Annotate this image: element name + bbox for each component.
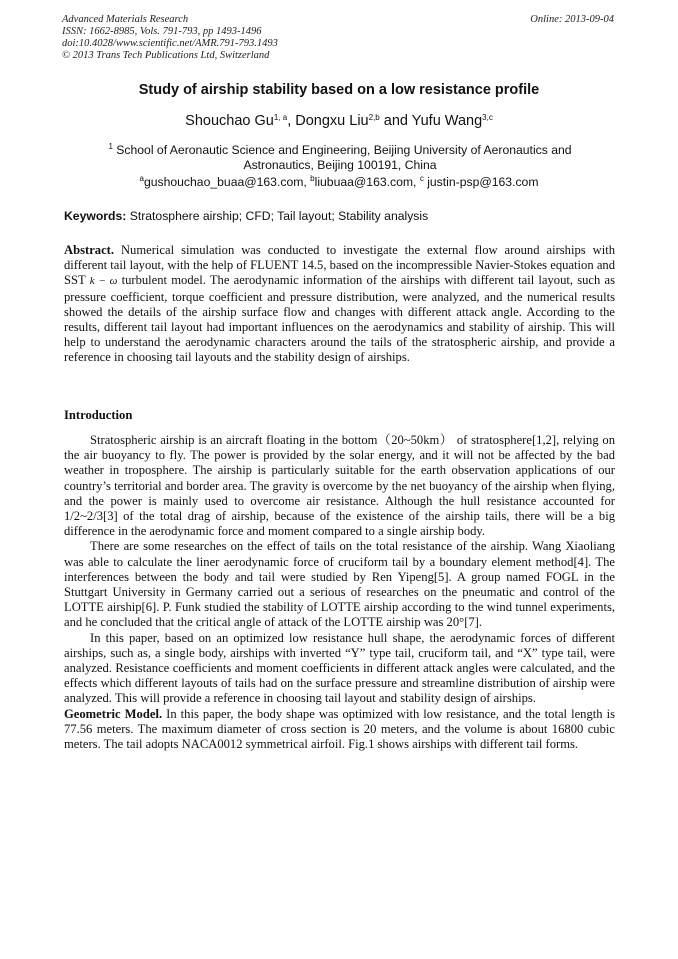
keywords-text: Stratosphere airship; CFD; Tail layout; Stability analysis [126, 209, 429, 223]
journal-doi: doi:10.4028/www.scientific.net/AMR.791-793.1493 [62, 38, 278, 49]
keywords-label: Keywords: [64, 209, 127, 223]
abstract-text-1: Numerical simulation was conducted to investigate the external flow around airships with different tail layout, with the help of FLUENT 14.5, based on the incompressible Navier-Stokes equation and SST [64, 243, 615, 288]
author-name: Shouchao Gu [185, 113, 274, 129]
keywords [64, 209, 616, 223]
paragraph: In this paper, based on an optimized low resistance hull shape, the aerodynamic forces of different airships, such as, a single body, airships with inverted “Y” type tail, cruciform tail, and “X” type tail, were analyzed. Resistance coefficients and moment coefficients in different attack angles were calculated, and the effects which different layouts of tails had on the surface pressure and streamline distribution of airship were analyzed. This will provide a reference in choosing tail layout and stability design of airships. [64, 630, 615, 706]
introduction-body [64, 433, 615, 752]
author-separator: , [287, 113, 296, 129]
paragraph: There are some researches on the effect of tails on the total resistance of the airship. Wang Xiaoliang was able to calculate the liner aerodynamic force of cruciform tail by a boundary element method[4]. The interferences between the body and tail were studied by Ren Yipeng[5]. A group named FOGL in the Stuttgart University in Germany carried out a serious of researches on the pneumatic and control of the LOTTE airship[6]. P. Funk studied the stability of LOTTE airship according to the wind tunnel experiments, and he concluded that the critical angle of attack of the LOTTE airship was 20°[7]. [64, 539, 615, 630]
affiliation-sup: 1 [108, 142, 113, 151]
affiliation-text: School of Aeronautic Science and Engineering, Beijing University of Aeronautics and Astronautics, Beijing 100191, China [112, 143, 572, 172]
author-sup: 3,c [482, 113, 493, 122]
journal-issn: ISSN: 1662-8985, Vols. 791-793, pp 1493-1496 [62, 26, 262, 37]
geometric-model-text: In this paper, the body shape was optimized with low resistance, and the total length is 77.56 meters. The maximum diameter of cross section is 20 meters, and the volume is about 16800 cubic meters. The tail adopts NACA0012 symmetrical airfoil. Fig.1 shows airships with different tail forms. [64, 706, 615, 752]
email-sup: c [419, 174, 424, 183]
email-text: gushouchao_buaa@163.com, [143, 175, 311, 189]
abstract-text-2: turbulent model. The aerodynamic information of the airships with different tail layout, such as pressure coefficient, torque coefficient and pressure distribution, were analyzed, and the numerical results showed the details of the airship surface flow and changes with different attack angle. According to the results, different tail layout had important influences on the aerodynamics and stability of airship. This will help to understand the aerodynamic characters around the tails of the stratospheric airship, and provide a reference in choosing tail layouts and the stability design of airships. [64, 273, 616, 365]
email-text: justin-psp@163.com [423, 175, 539, 189]
author-name: Dongxu Liu [295, 113, 369, 129]
abstract-label: Abstract. [64, 243, 115, 257]
affiliation [90, 139, 590, 173]
email-list [0, 174, 678, 189]
geometric-model-paragraph [64, 707, 615, 753]
email-text: liubuaa@163.com, [314, 175, 420, 189]
author-list [0, 113, 678, 129]
online-date: Online: 2013-09-04 [530, 14, 614, 25]
paper-title: Study of airship stability based on a low resistance profile [138, 82, 540, 98]
author-sup: 1, a [273, 113, 288, 122]
section-heading: Introduction [64, 408, 133, 422]
journal-copyright: © 2013 Trans Tech Publications Ltd, Switzerland [62, 50, 270, 61]
paragraph: Stratospheric airship is an aircraft floating in the bottom（20~50km） of stratosphere[1,2], relying on the air buoyancy to fly. The power is provided by the solar energy, and it will not be affected by the bad weather in troposphere. The airship is particularly suitable for the earth observation applications of our country’s territorial and border area. The gravity is overcome by the net buoyancy of the airship when flying, and the power is mainly used to overcome air resistance. Although the hull resistance accounted for 1/2~2/3[3] of the total drag of airship, because of the existence of the airship tails, there will be a big difference in the aerodynamic force and moment compared to a single airship body. [64, 433, 615, 539]
author-separator: and [379, 113, 412, 129]
journal-name: Advanced Materials Research [62, 14, 189, 25]
email-sup: a [139, 174, 144, 183]
journal-header [62, 14, 278, 62]
author-name: Yufu Wang [411, 113, 483, 129]
math-expression: k − ω [89, 275, 118, 288]
email-sup: b [310, 174, 315, 183]
abstract [64, 243, 615, 366]
geometric-model-label: Geometric Model. [64, 706, 163, 721]
author-sup: 2,b [368, 113, 380, 122]
